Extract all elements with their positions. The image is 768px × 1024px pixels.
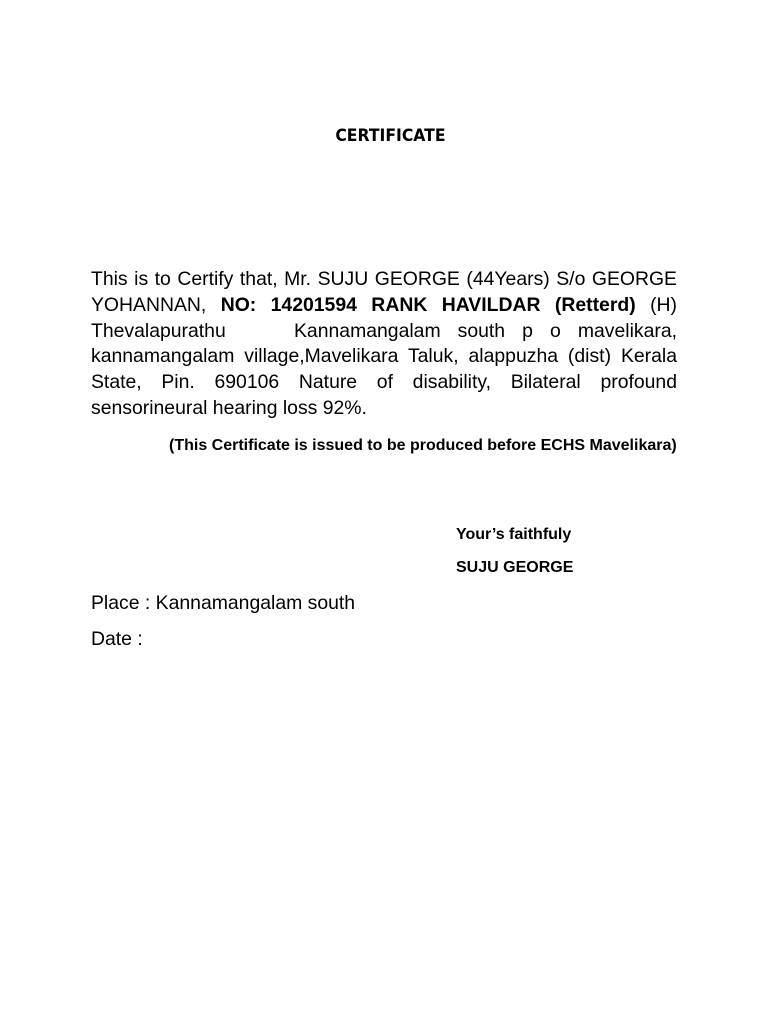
certificate-title: CERTIFICATE xyxy=(335,126,446,146)
signer-name: SUJU GEORGE xyxy=(456,559,574,576)
place-line: Place : Kannamangalam south xyxy=(91,592,356,614)
certificate-note: (This Certificate is issued to be produced before ECHS Mavelikara) xyxy=(169,437,677,454)
valediction: Your’s faithfuly xyxy=(456,526,572,543)
body-text-details: (H) Thevalapurathu Kannamangalam south p o mavelikara, kannamangalam village,Mavelikara Taluk, alappuzha (dist) Kerala State, Pin. 690106 Nature of disability, Bilateral profound sensorineural hearing loss 92%. xyxy=(91,293,677,419)
body-text-service-number: NO: 14201594 RANK HAVILDAR (Retterd) xyxy=(220,293,636,316)
certificate-body xyxy=(91,267,677,422)
date-line: Date : xyxy=(91,628,143,650)
body-text-intro: This is to Certify that, Mr. SUJU GEORGE (44Years) S/o GEORGE YOHANNAN, xyxy=(91,268,677,316)
